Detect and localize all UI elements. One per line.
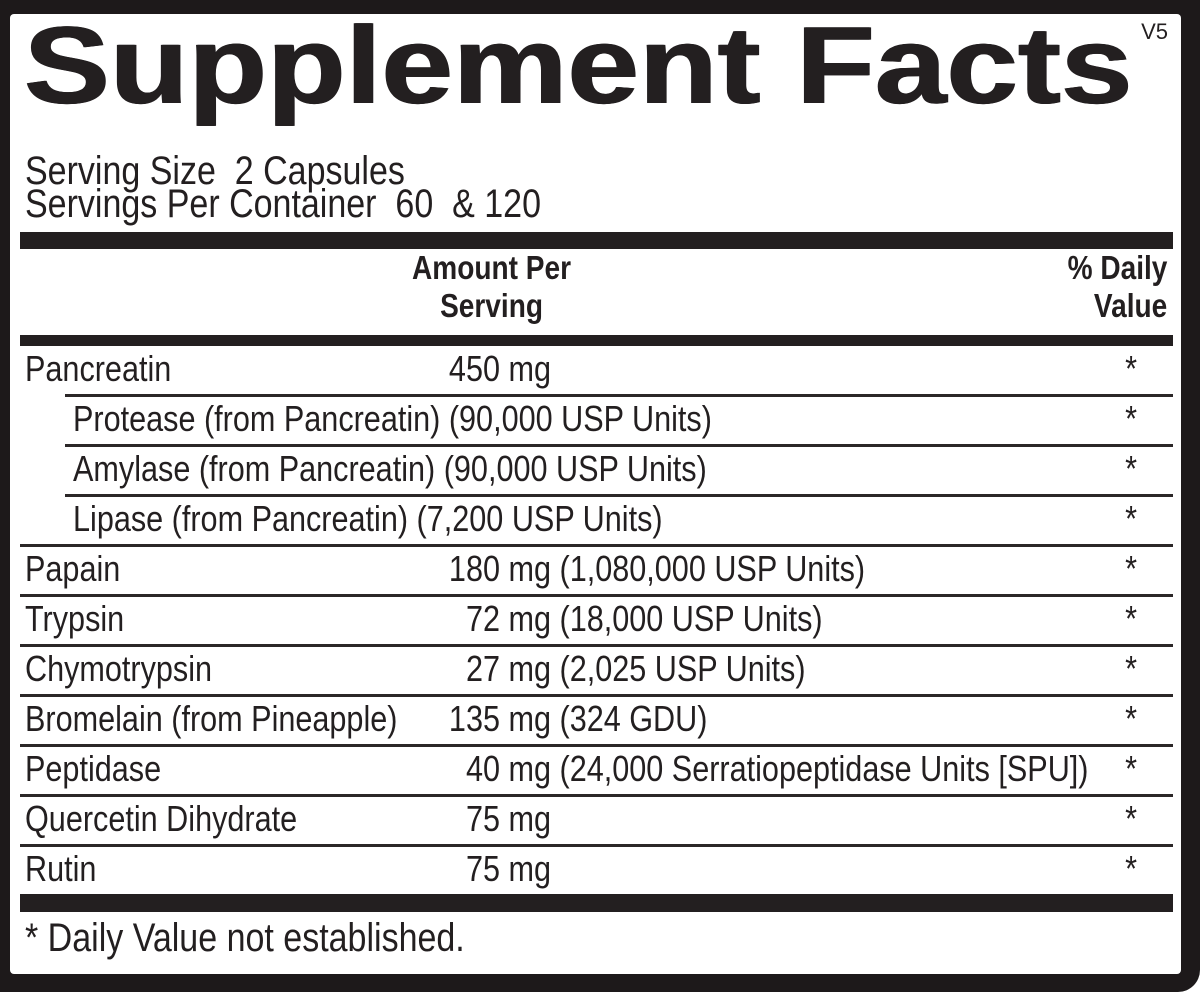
- amount-cell: [290, 798, 560, 839]
- amount-value: 75: [465, 798, 500, 839]
- column-header-dv-line2: Value: [1093, 287, 1167, 324]
- ingredient-name-cell: [25, 348, 197, 389]
- column-header-amount-line1: Amount Per: [412, 249, 572, 286]
- daily-value-cell: [1123, 348, 1137, 389]
- daily-value-asterisk: *: [1125, 348, 1137, 389]
- ingredient-name-cell: [25, 848, 109, 889]
- separator-bar-bottom: [20, 894, 1173, 912]
- ingredient-name: Bromelain (from Pineapple): [25, 698, 398, 739]
- daily-value-cell: [1123, 748, 1137, 789]
- amount-unit: mg: [500, 348, 552, 389]
- daily-value-cell: [1123, 698, 1137, 739]
- daily-value-asterisk: *: [1125, 548, 1137, 589]
- ingredient-name: Lipase (from Pancreatin) (7,200 USP Units): [73, 498, 663, 539]
- servings-per-container-line: [25, 182, 541, 226]
- ingredient-row: [20, 697, 1173, 744]
- amount-unit: mg (2,025 USP Units): [500, 648, 806, 689]
- amount-unit: mg (18,000 USP Units): [500, 598, 823, 639]
- column-header-dv-line1: % Daily: [1067, 249, 1167, 286]
- ingredient-row: [20, 447, 1173, 494]
- daily-value-cell: [1123, 798, 1137, 839]
- supplement-facts-panel: [10, 14, 1181, 974]
- ingredient-row: [20, 497, 1173, 544]
- amount-cell: [290, 698, 744, 739]
- amount-cell: [290, 548, 930, 589]
- separator-bar-top: [20, 232, 1173, 249]
- footnote: [25, 918, 542, 958]
- daily-value-asterisk: *: [1125, 748, 1137, 789]
- daily-value-asterisk: *: [1125, 448, 1137, 489]
- panel-title: [24, 14, 1133, 127]
- amount-cell: [290, 598, 880, 639]
- column-header-amount: [20, 249, 964, 325]
- daily-value-cell: [1123, 548, 1137, 589]
- daily-value-cell: [1123, 598, 1137, 639]
- ingredient-name: Peptidase: [25, 748, 162, 789]
- ingredient-name: Protease (from Pancreatin) (90,000 USP Units): [73, 398, 712, 439]
- amount-cell: [290, 648, 859, 689]
- serving-info: [25, 149, 632, 226]
- ingredient-row: [20, 397, 1173, 444]
- daily-value-asterisk: *: [1125, 798, 1137, 839]
- ingredient-name: Amylase (from Pancreatin) (90,000 USP Units): [73, 448, 707, 489]
- amount-value: 40: [465, 748, 500, 789]
- amount-cell: [290, 501, 500, 537]
- footnote-text: * Daily Value not established.: [25, 916, 465, 960]
- daily-value-asterisk: *: [1125, 398, 1137, 439]
- daily-value-asterisk: *: [1125, 698, 1137, 739]
- ingredient-row: [20, 347, 1173, 394]
- ingredient-row: [20, 797, 1173, 844]
- amount-unit: mg: [500, 798, 552, 839]
- amount-cell: [290, 748, 1181, 789]
- ingredient-row: [20, 547, 1173, 594]
- ingredient-row: [20, 747, 1173, 794]
- ingredient-row: [20, 647, 1173, 694]
- amount-value: 450: [448, 348, 500, 389]
- ingredient-name: Pancreatin: [25, 348, 172, 389]
- ingredient-name-cell: [25, 748, 185, 789]
- amount-unit: mg (1,080,000 USP Units): [500, 548, 866, 589]
- daily-value-cell: [1123, 398, 1137, 439]
- amount-value: 72: [465, 598, 500, 639]
- amount-cell: [290, 848, 560, 889]
- daily-value-asterisk: *: [1125, 648, 1137, 689]
- daily-value-asterisk: *: [1125, 598, 1137, 639]
- daily-value-cell: [1123, 648, 1137, 689]
- amount-value: 135: [448, 698, 500, 739]
- version-tag: V5: [1141, 19, 1168, 44]
- amount-cell: [290, 451, 500, 487]
- ingredient-name-cell: [25, 598, 142, 639]
- panel-title-text: Supplement Facts: [24, 14, 1133, 127]
- servings-per-container-label: Servings Per Container: [25, 182, 377, 226]
- servings-per-container-value: 60 & 120: [395, 182, 541, 226]
- ingredients-table: [20, 347, 1173, 894]
- serving-size-label: Serving Size: [25, 149, 216, 193]
- daily-value-cell: [1123, 498, 1137, 539]
- ingredient-name: Rutin: [25, 848, 97, 889]
- amount-value: 27: [465, 648, 500, 689]
- column-header-daily-value: [1050, 249, 1167, 325]
- amount-cell: [290, 348, 560, 389]
- serving-size-value: 2 Capsules: [234, 149, 405, 193]
- ingredient-name: Papain: [25, 548, 121, 589]
- daily-value-asterisk: *: [1125, 848, 1137, 889]
- ingredient-row: [20, 597, 1173, 644]
- ingredient-row: [20, 847, 1173, 894]
- ingredient-name: Quercetin Dihydrate: [25, 798, 298, 839]
- amount-unit: mg (24,000 Serratiopeptidase Units [SPU]): [500, 748, 1089, 789]
- ingredient-name: Chymotrypsin: [25, 648, 213, 689]
- daily-value-cell: [1123, 448, 1137, 489]
- amount-value: 180: [448, 548, 500, 589]
- amount-unit: mg (324 GDU): [500, 698, 708, 739]
- daily-value-asterisk: *: [1125, 498, 1137, 539]
- ingredient-name: Trypsin: [25, 598, 125, 639]
- amount-unit: mg: [500, 848, 552, 889]
- daily-value-cell: [1123, 848, 1137, 889]
- ingredient-name-cell: [25, 648, 245, 689]
- amount-value: 75: [465, 848, 500, 889]
- separator-bar-header: [20, 335, 1173, 346]
- amount-cell: [290, 401, 500, 437]
- column-header-amount-line2: Serving: [440, 287, 544, 324]
- ingredient-name-cell: [25, 548, 137, 589]
